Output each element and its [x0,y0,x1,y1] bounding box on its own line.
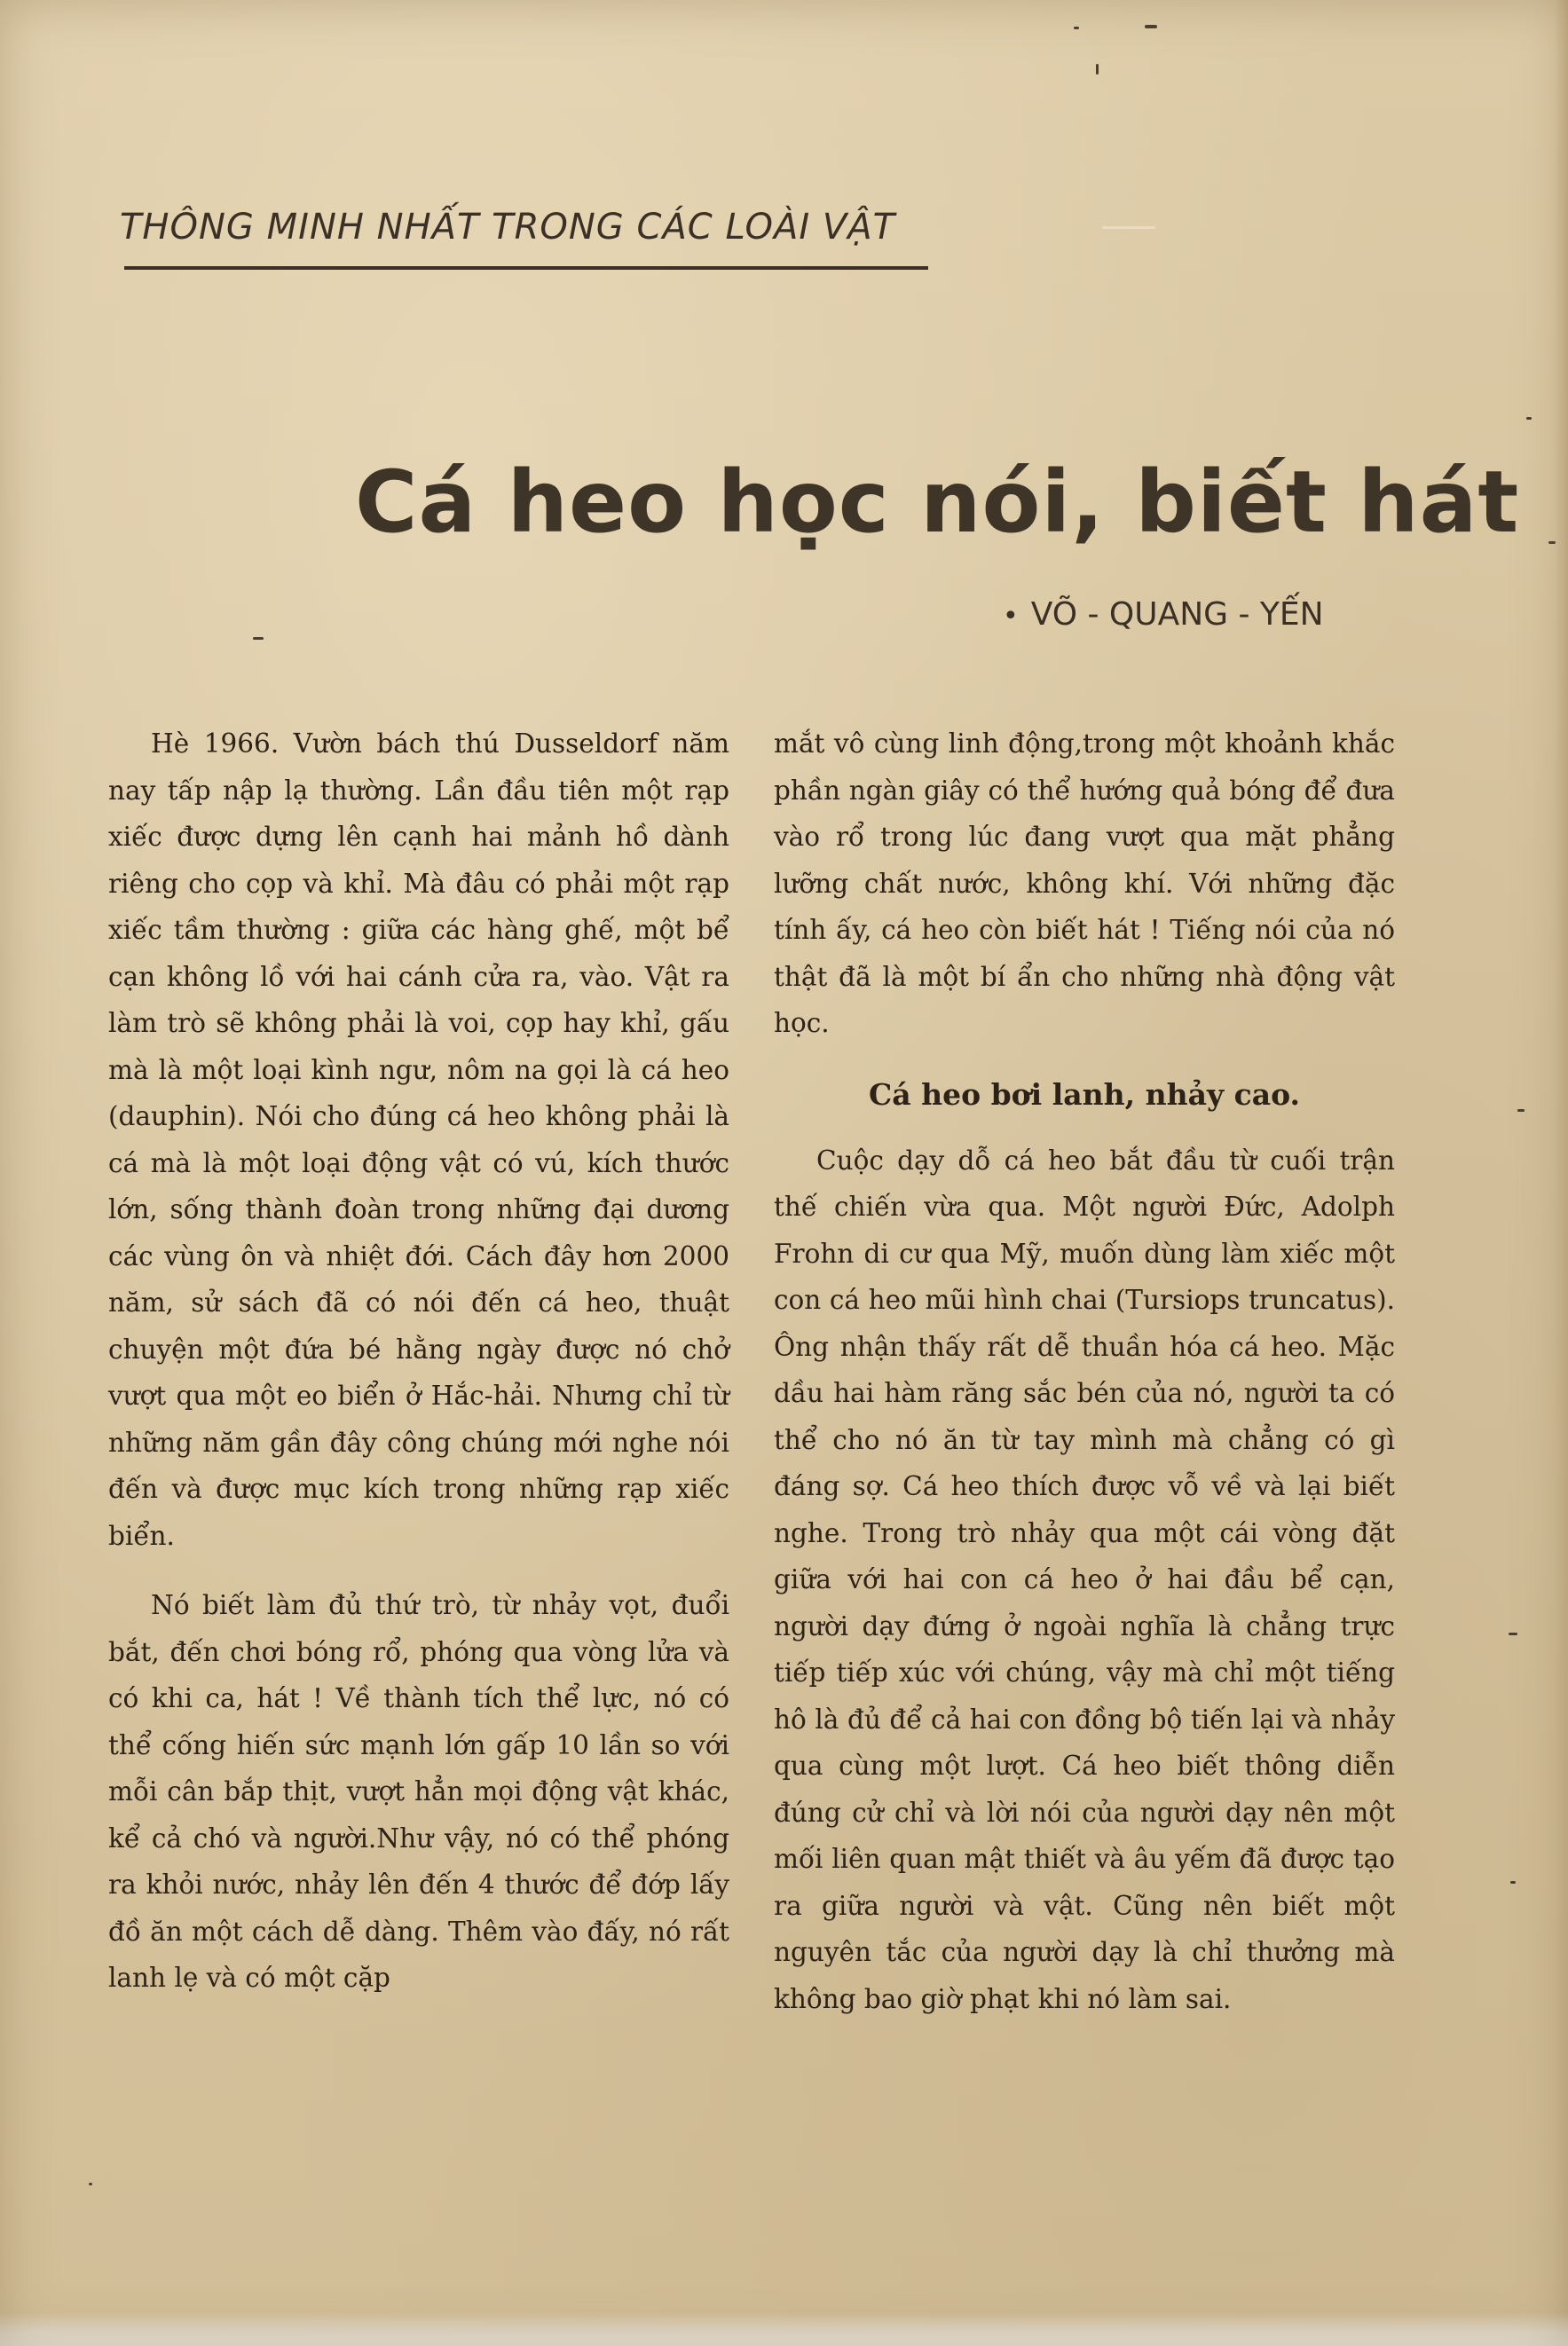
paragraph-intro: Hè 1966. Vườn bách thú Dusseldorf năm nay tấp nập lạ thường. Lần đầu tiên một rạp xiếc được dựng lên cạnh hai mảnh hồ dành riêng cho cọp và khỉ. Mà đâu có phải một rạp xiếc tầm thường : giữa các hàng ghế, một bể cạn không lồ với hai cánh cửa ra, vào. Vật ra làm trò sẽ không phải là voi, cọp hay khỉ, gấu mà là một loại kình ngư, nôm na gọi là cá heo (dauphin). Nói cho đúng cá heo không phải là cá mà là một loại động vật có vú, kích thước lớn, sống thành đoàn trong những đại dương các vùng ôn và nhiệt đới. Cách đây hơn 2000 năm, sử sách đã có nói đến cá heo, thuật chuyện một đứa bé hằng ngày được nó chở vượt qua một eo biển ở Hắc-hải. Nhưng chỉ từ những năm gần đây công chúng mới nghe nói đến và được mục kích trong những rạp xiếc biển. [108,728,729,1551]
section-header: THÔNG MINH NHẤT TRONG CÁC LOÀI VẬT [120,207,896,248]
paragraph-continuation: mắt vô cùng linh động,trong một khoảnh khắc phần ngàn giây có thể hướng quả bóng để đưa vào rổ trong lúc đang vượt qua mặt phẳng lưỡng chất nước, không khí. Với những đặc tính ấy, cá heo còn biết hát ! Tiếng nói của nó thật đã là một bí ẩn cho những nhà động vật học. [774,728,1395,1038]
right-column [774,720,1395,2022]
paragraph-training: Cuộc dạy dỗ cá heo bắt đầu từ cuối trận thế chiến vừa qua. Một người Đức, Adolph Frohn di cư qua Mỹ, muốn dùng làm xiếc một con cá heo mũi hình chai (Tursiops truncatus). Ông nhận thấy rất dễ thuần hóa cá heo. Mặc dầu hai hàm răng sắc bén của nó, người ta có thể cho nó ăn từ tay mình mà chẳng có gì đáng sợ. Cá heo thích được vỗ về và lại biết nghe. Trong trò nhảy qua một cái vòng đặt giữa với hai con cá heo ở hai đầu bể cạn, người dạy đứng ở ngoài nghĩa là chẳng trực tiếp tiếp xúc với chúng, vậy mà chỉ một tiếng hô là đủ để cả hai con đồng bộ tiến lại và nhảy qua cùng một lượt. Cá heo biết thông diễn đúng cử chỉ và lời nói của người dạy nên một mối liên quan mật thiết và âu yếm đã được tạo ra giữa người và vật. Cũng nên biết một nguyên tắc của người dạy là chỉ thưởng mà không bao giờ phạt khi nó làm sai. [774,1145,1395,2014]
page-edge-right [1554,0,1568,2346]
paragraph-abilities: Nó biết làm đủ thứ trò, từ nhảy vọt, đuổi bắt, đến chơi bóng rổ, phóng qua vòng lửa và có khi ca, hát ! Về thành tích thể lực, nó có thể cống hiến sức mạnh lớn gấp 10 lần so với mỗi cân bắp thịt, vượt hẳn mọi động vật khác, kể cả chó và người.Như vậy, nó có thể phóng ra khỏi nước, nhảy lên đến 4 thước để đớp lấy đồ ăn một cách dễ dàng. Thêm vào đấy, nó rất lanh lẹ và có một cặp [108,1590,729,1993]
article-title: Cá heo học nói, biết hát [355,453,1520,552]
page-edge-bottom [0,2312,1568,2346]
byline [1003,596,1324,633]
byline-bullet: • [1003,601,1019,632]
subheading: Cá heo bơi lanh, nhảy cao. [868,1076,1301,1112]
author-name: VÕ - QUANG - YẾN [1030,596,1324,633]
header-rule [124,266,928,270]
left-column [108,720,729,2002]
